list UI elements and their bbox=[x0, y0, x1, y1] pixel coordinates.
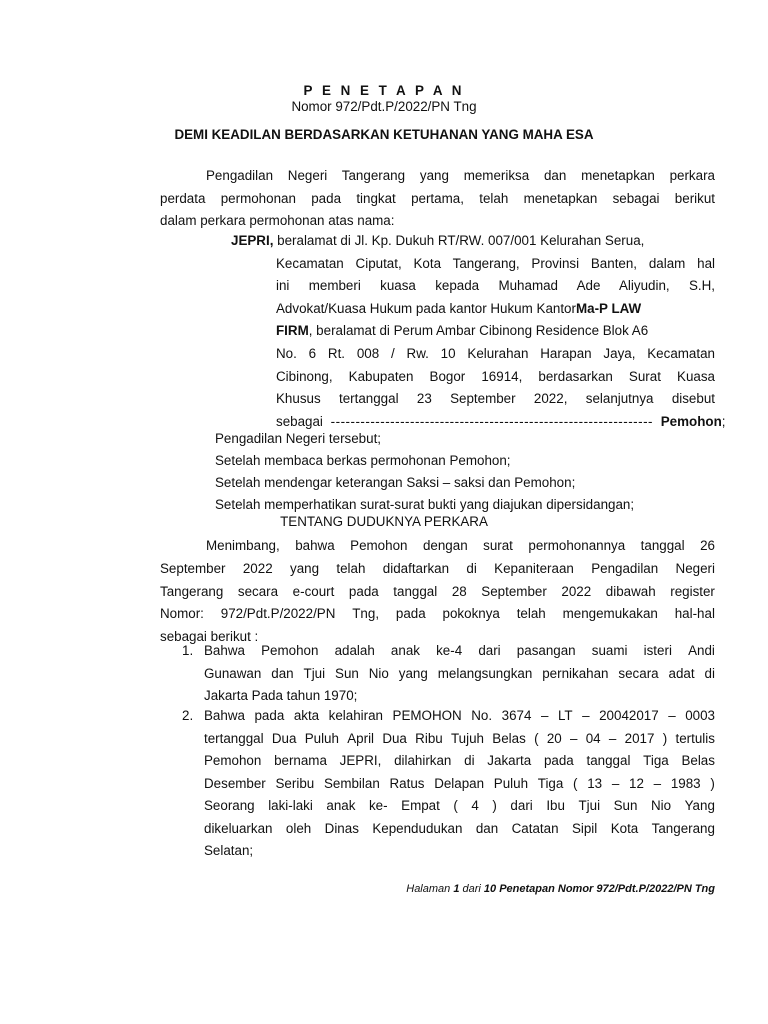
word: mengemukakan bbox=[562, 606, 658, 622]
document-number: Nomor 972/Pdt.P/2022/PN Tng bbox=[291, 99, 477, 114]
word: dari bbox=[510, 798, 533, 813]
word: Negeri bbox=[675, 560, 715, 576]
word: dan bbox=[475, 820, 499, 836]
pemohon-line: Advokat/Kuasa Hukum pada kantor Hukum KantorMa-P LAW bbox=[276, 300, 642, 316]
word: PEMOHON bbox=[392, 708, 462, 723]
word: Tjui bbox=[303, 665, 326, 681]
word: Puluh bbox=[493, 775, 529, 791]
word: – bbox=[540, 708, 549, 723]
word: isteri bbox=[643, 643, 672, 658]
item-line bbox=[204, 818, 715, 841]
word: laki-laki bbox=[268, 798, 313, 813]
item-body bbox=[204, 640, 715, 708]
word: hal-hal bbox=[674, 606, 715, 622]
word: September bbox=[481, 583, 547, 599]
word: pada bbox=[543, 753, 574, 768]
pemohon-line: JEPRI, beralamat di Jl. Kp. Dukuh RT/RW. 007/001 Kelurahan Serua, bbox=[231, 233, 645, 248]
word: Kependudukan bbox=[372, 820, 463, 836]
menimbang-line bbox=[160, 535, 715, 558]
word: kelahiran bbox=[328, 708, 383, 723]
word: – bbox=[653, 775, 662, 791]
word: e-court bbox=[292, 583, 335, 599]
word: dari bbox=[478, 643, 501, 658]
word: bernama bbox=[274, 753, 327, 768]
word: didaftarkan bbox=[382, 560, 450, 576]
word: anak bbox=[390, 643, 420, 658]
word: Dinas bbox=[324, 820, 359, 836]
word: ( bbox=[534, 730, 539, 746]
word: tertanggal bbox=[204, 730, 264, 746]
word: Sun bbox=[613, 798, 638, 813]
word: Pemohon bbox=[350, 538, 408, 553]
word: 12 bbox=[629, 775, 644, 791]
word: Puluh bbox=[304, 730, 339, 746]
menimbang-line bbox=[160, 558, 715, 581]
word: secara bbox=[237, 583, 279, 599]
word: Belas bbox=[492, 730, 526, 746]
word: 04 bbox=[585, 730, 601, 746]
item-line bbox=[204, 728, 715, 751]
word: Bahwa bbox=[204, 643, 245, 658]
word: tanggal bbox=[586, 753, 631, 768]
item-number: 2. bbox=[182, 708, 194, 723]
word: Tiga bbox=[643, 753, 669, 768]
word: anak bbox=[326, 798, 356, 813]
word: tanggal bbox=[640, 538, 685, 553]
word: Desember bbox=[204, 775, 266, 791]
word: 20042017 bbox=[599, 708, 659, 723]
word: Seorang bbox=[204, 798, 255, 813]
word: 2022 bbox=[242, 560, 273, 576]
word: secara bbox=[618, 665, 659, 681]
intro-paragraph bbox=[160, 165, 715, 233]
pemohon-line: FIRM, beralamat di Perum Ambar Cibinong Residence Blok A6 bbox=[276, 323, 649, 339]
word: ke-4 bbox=[436, 643, 463, 658]
word: – bbox=[611, 775, 620, 791]
step-line: Setelah mendengar keterangan Saksi – saksi dan Pemohon; bbox=[215, 475, 576, 490]
word: Dua bbox=[382, 730, 407, 746]
word: Tujuh bbox=[451, 730, 484, 746]
word: permohonannya bbox=[528, 538, 626, 553]
word: pernikahan bbox=[542, 665, 609, 681]
word: Pemohon bbox=[261, 643, 319, 658]
word: ) bbox=[662, 730, 668, 746]
word: dibawah bbox=[605, 583, 656, 599]
word: 13 bbox=[587, 775, 603, 791]
word: di bbox=[466, 560, 477, 576]
word: di bbox=[464, 753, 475, 768]
pemohon-line: No. 6 Rt. 008 / Rw. 10 Kelurahan Harapan Jaya, Kecamatan bbox=[276, 345, 715, 361]
word: 28 bbox=[451, 583, 467, 599]
menimbang-paragraph bbox=[160, 535, 715, 649]
menimbang-line bbox=[160, 603, 715, 626]
word: yang bbox=[290, 560, 320, 576]
word: adat bbox=[668, 665, 695, 681]
pemohon-identity-block bbox=[231, 230, 726, 433]
document-title: P E N E T A P A N bbox=[303, 83, 465, 98]
word: 0003 bbox=[685, 708, 715, 723]
word: adalah bbox=[334, 643, 375, 658]
word: Gunawan bbox=[204, 665, 262, 681]
word: surat bbox=[483, 538, 513, 553]
word: Nio bbox=[368, 665, 389, 681]
word: Nio bbox=[650, 798, 672, 813]
word: Menimbang, bbox=[206, 538, 280, 553]
word: – bbox=[608, 730, 617, 746]
law-firm-name-cont: FIRM bbox=[276, 323, 309, 339]
word: Catatan bbox=[511, 820, 559, 836]
intro-line: dalam perkara permohonan atas nama: bbox=[160, 213, 395, 228]
word: suami bbox=[591, 643, 628, 658]
word: melangsungkan bbox=[437, 665, 533, 681]
word: No. bbox=[471, 708, 493, 723]
word: pada bbox=[254, 708, 285, 723]
word: Ribu bbox=[415, 730, 443, 746]
word: Delapan bbox=[434, 775, 485, 791]
item-line bbox=[204, 663, 715, 686]
word: di bbox=[704, 665, 715, 681]
word: Kepaniteraan bbox=[494, 560, 574, 576]
word: tanggal bbox=[393, 583, 438, 599]
irah-irah-heading: DEMI KEADILAN BERDASARKAN KETUHANAN YANG MAHA ESA bbox=[174, 127, 594, 142]
intro-line: Pengadilan Negeri Tangerang yang memeriksa dan menetapkan perkara bbox=[206, 168, 715, 183]
word: April bbox=[347, 730, 375, 746]
word: Bahwa bbox=[204, 708, 245, 723]
word: Ibu bbox=[546, 798, 565, 813]
word: Empat bbox=[401, 798, 440, 813]
step-line: Pengadilan Negeri tersebut; bbox=[215, 431, 382, 446]
word: sebagai berikut : bbox=[160, 629, 259, 645]
word: ke- bbox=[368, 798, 388, 813]
word: – bbox=[582, 708, 590, 723]
pemohon-line: ini memberi kuasa kepada Muhamad Ade Aliyudin, S.H, bbox=[276, 278, 715, 294]
word: dikeluarkan bbox=[204, 820, 273, 836]
word: – bbox=[570, 730, 578, 746]
word: pada bbox=[395, 606, 426, 622]
word: 2022 bbox=[561, 583, 592, 599]
word: telah bbox=[336, 560, 366, 576]
word: Dua bbox=[271, 730, 297, 746]
word: ) bbox=[710, 775, 715, 791]
word: 3674 bbox=[501, 708, 532, 723]
word: Sembilan bbox=[323, 775, 380, 791]
pemohon-line: Khusus tertanggal 23 September 2022, selanjutnya disebut bbox=[276, 391, 715, 407]
word: dilahirkan bbox=[394, 753, 452, 768]
word: Sipil bbox=[571, 820, 598, 836]
word: 20 bbox=[546, 730, 562, 746]
pemohon-line: Cibinong, Kabupaten Bogor 16914, berdasarkan Surat Kuasa bbox=[276, 368, 715, 384]
menimbang-line bbox=[160, 581, 715, 604]
word: dan bbox=[271, 665, 294, 681]
word: 1983 bbox=[670, 775, 701, 791]
word: Belas bbox=[681, 753, 715, 768]
word: Kota bbox=[610, 820, 639, 836]
item-body bbox=[204, 705, 715, 863]
word: ) bbox=[492, 798, 497, 813]
item-line bbox=[204, 773, 715, 796]
word: oleh bbox=[285, 820, 312, 836]
item-number: 1. bbox=[182, 643, 194, 658]
word: ( bbox=[573, 775, 578, 791]
word: bahwa bbox=[295, 538, 335, 553]
dash-leader: ----------------------------------------------------------------- bbox=[330, 413, 654, 429]
word: Tng, bbox=[352, 606, 380, 622]
word: LT bbox=[557, 708, 573, 723]
word: JEPRI, bbox=[339, 753, 382, 768]
word: dengan bbox=[422, 538, 468, 553]
word: Ratus bbox=[389, 775, 425, 791]
word: Sun bbox=[335, 665, 359, 681]
word: Pengadilan bbox=[591, 560, 659, 576]
step-line: Setelah membaca berkas permohonan Pemohon; bbox=[215, 453, 511, 468]
section-heading: TENTANG DUDUKNYA PERKARA bbox=[280, 514, 488, 529]
numbered-item bbox=[182, 640, 715, 710]
word: telah bbox=[516, 606, 546, 622]
word: – bbox=[668, 708, 676, 723]
item-line bbox=[204, 640, 715, 663]
word: Andi bbox=[688, 643, 715, 658]
item-line bbox=[204, 750, 715, 773]
word: Nomor: bbox=[160, 606, 204, 622]
word: September bbox=[160, 560, 226, 576]
word: Tangerang bbox=[160, 583, 224, 599]
word: register bbox=[670, 583, 715, 599]
word: Tjui bbox=[578, 798, 601, 813]
word: 2017 bbox=[624, 730, 655, 746]
word: Yang bbox=[684, 798, 715, 813]
item-line bbox=[204, 795, 715, 818]
word: pokoknya bbox=[442, 606, 500, 622]
law-firm-name: Ma-P LAW bbox=[575, 300, 642, 316]
word: 26 bbox=[700, 538, 715, 553]
word: Selatan; bbox=[204, 843, 254, 858]
pemohon-line: Kecamatan Ciputat, Kota Tangerang, Provinsi Banten, dalam hal bbox=[276, 255, 715, 271]
word: 4 bbox=[471, 798, 479, 813]
word: ( bbox=[453, 798, 458, 813]
word: Tiga bbox=[537, 775, 564, 791]
word: Seribu bbox=[275, 775, 315, 791]
word: pasangan bbox=[516, 643, 576, 658]
step-line: Setelah memperhatikan surat-surat bukti yang diajukan dipersidangan; bbox=[215, 497, 635, 512]
word: Jakarta bbox=[487, 753, 532, 768]
word: pada bbox=[348, 583, 379, 599]
word: yang bbox=[398, 665, 428, 681]
item-line bbox=[204, 705, 715, 728]
word: tertulis bbox=[675, 730, 715, 746]
page-footer: Halaman 1 dari 10 Penetapan Nomor 972/Pdt.P/2022/PN Tng bbox=[406, 883, 715, 895]
word: akta bbox=[293, 708, 320, 723]
pemohon-name: JEPRI, bbox=[231, 233, 274, 248]
item-line bbox=[204, 840, 715, 863]
numbered-item bbox=[182, 705, 715, 858]
pemohon-line: sebagai ----------------------------------------------------------------- Pemohon; bbox=[276, 413, 726, 429]
word: Tangerang bbox=[651, 820, 715, 836]
word: 972/Pdt.P/2022/PN bbox=[220, 606, 336, 622]
word: Pemohon bbox=[204, 753, 262, 768]
intro-line: perdata permohonan pada tingkat pertama, telah menetapkan sebagai berikut bbox=[160, 190, 715, 206]
pemohon-label: Pemohon bbox=[660, 413, 722, 429]
word: Jakarta Pada tahun 1970; bbox=[204, 688, 358, 703]
